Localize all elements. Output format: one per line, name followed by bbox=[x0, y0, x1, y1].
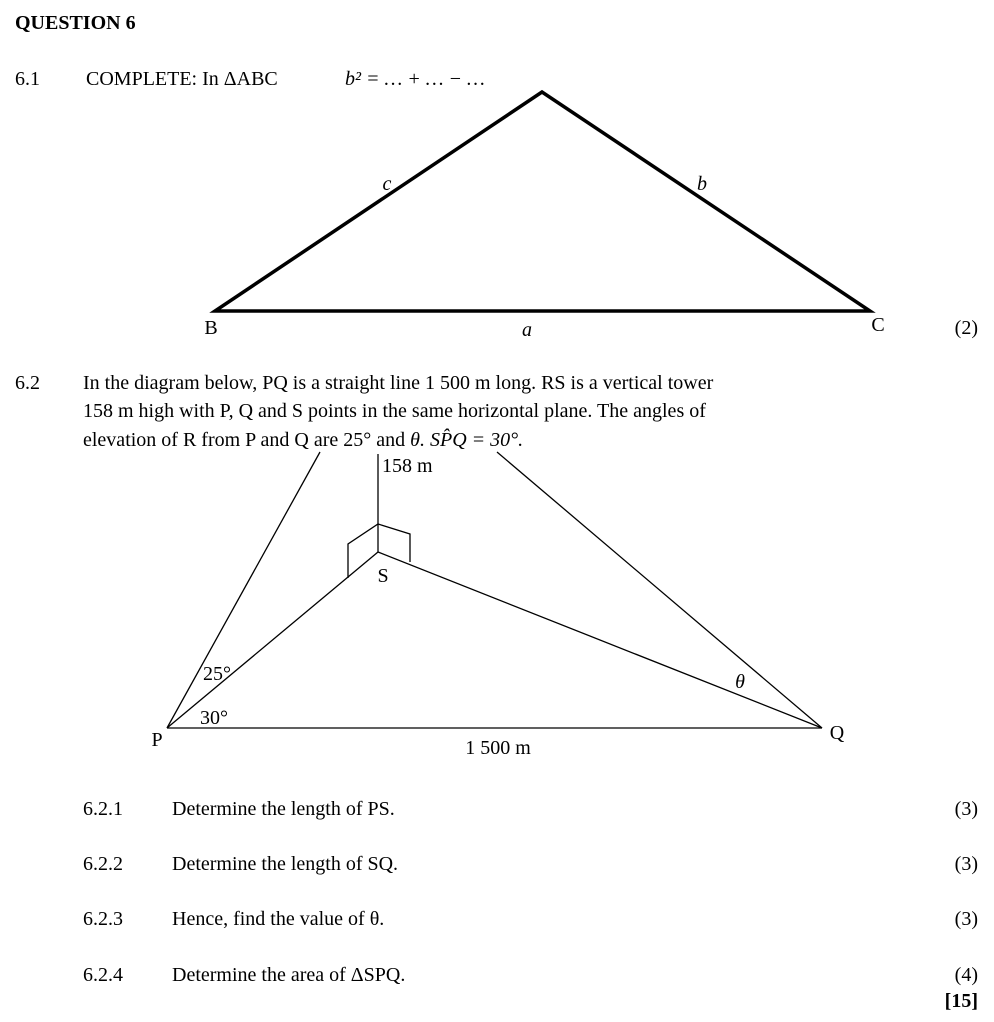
subq-1-marks: (3) bbox=[954, 798, 978, 820]
line-ps bbox=[167, 552, 378, 728]
angle-theta-label: θ bbox=[735, 671, 745, 693]
pq-length-label: 1 500 m bbox=[465, 737, 531, 759]
angle-30-label: 30° bbox=[200, 707, 228, 729]
subq-3-text: Hence, find the value of θ. bbox=[172, 908, 385, 930]
question-title: QUESTION 6 bbox=[15, 12, 136, 34]
subq-2-marks: (3) bbox=[954, 853, 978, 875]
point-s-label: S bbox=[377, 565, 389, 587]
point-p-label: P bbox=[151, 729, 163, 751]
triangle-abc-outline bbox=[215, 92, 870, 311]
vertex-c-label: C bbox=[871, 314, 885, 336]
line-sq bbox=[378, 552, 822, 728]
q62-line3-text: elevation of R from P and Q are 25° and bbox=[83, 429, 411, 451]
side-a-label: a bbox=[522, 319, 532, 341]
q62-line1: In the diagram below, PQ is a straight line 1 500 m long. RS is a vertical tower bbox=[83, 372, 714, 394]
question-total: [15] bbox=[944, 990, 978, 1012]
tower-height-label: 158 m bbox=[382, 455, 433, 477]
q62-line2: 158 m high with P, Q and S points in the same horizontal plane. The angles of bbox=[83, 400, 706, 422]
line-pr bbox=[167, 452, 320, 728]
side-c-label: c bbox=[382, 173, 392, 195]
q61-marks: (2) bbox=[954, 317, 978, 339]
subq-4-marks: (4) bbox=[954, 964, 978, 986]
subq-3-marks: (3) bbox=[954, 908, 978, 930]
subq-4-text: Determine the area of ΔSPQ. bbox=[172, 964, 406, 986]
q61-formula: b² = … + … − … bbox=[345, 68, 485, 90]
q62-number: 6.2 bbox=[15, 372, 40, 394]
q61-number: 6.1 bbox=[15, 68, 40, 90]
triangle-abc bbox=[215, 92, 870, 311]
side-b-label: b bbox=[697, 173, 707, 195]
subq-2-text: Determine the length of SQ. bbox=[172, 853, 399, 875]
angle-25-label: 25° bbox=[203, 663, 231, 685]
subq-4-number: 6.2.4 bbox=[83, 964, 123, 986]
subq-3-number: 6.2.3 bbox=[83, 908, 123, 930]
point-q-label: Q bbox=[829, 722, 845, 744]
q62-line3-eq: . SP̂Q = 30°. bbox=[420, 429, 524, 451]
line-qr bbox=[497, 452, 822, 728]
q61-prompt: COMPLETE: In ΔABC bbox=[86, 68, 278, 90]
vertex-b-label: B bbox=[204, 317, 218, 339]
subq-2-number: 6.2.2 bbox=[83, 853, 123, 875]
q62-line3-theta: θ bbox=[410, 429, 420, 451]
q62-line3 bbox=[83, 428, 523, 452]
tower-diagram bbox=[167, 452, 822, 728]
subq-1-number: 6.2.1 bbox=[83, 798, 123, 820]
subq-1-text: Determine the length of PS. bbox=[172, 798, 395, 820]
